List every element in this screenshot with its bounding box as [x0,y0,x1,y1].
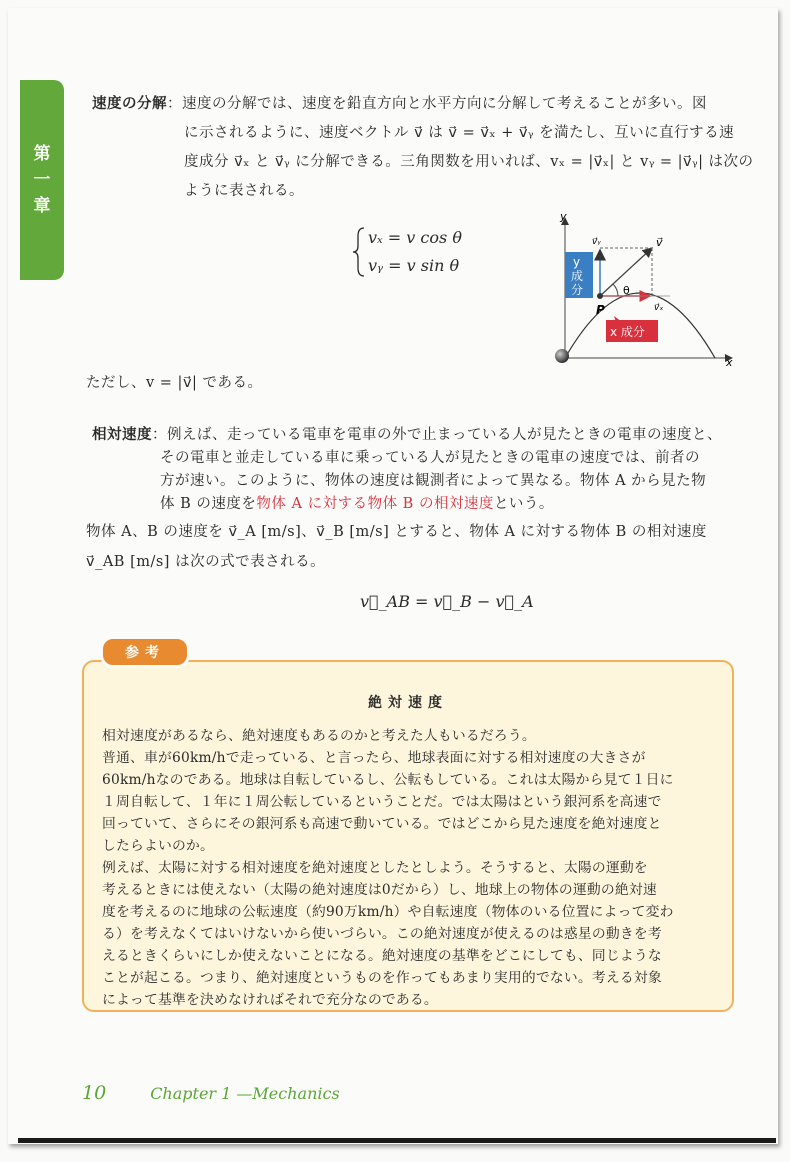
relative-velocity-line-2: その電車と並走している車に乗っている人が見たときの電車の速度では、前者の [160,450,700,466]
reference-box [82,660,734,1012]
y-component-text: 成 [571,269,584,283]
reference-box-line: したらよいのか。 [102,838,214,854]
vy-label: v⃗ᵧ [592,237,601,247]
reference-box-line: 度を考えるのに地球の公転速度（約90万km/h）や自転速度（物体のいる位置によって変わ [102,904,674,920]
formula-vy: vᵧ = v sin θ [368,256,460,275]
chapter-tab [20,80,64,280]
reference-box-line: 考えるときには使えない（太陽の絶対速度は0だから）し、地球上の物体の運動の絶対速 [102,882,657,898]
relative-velocity-definition-highlight: 物体 A に対する物体 B の相対速度 [256,496,494,512]
velocity-decomposition-line-1: 速度の分解：速度の分解では、速度を鉛直方向と水平方向に分解して考えることが多い。図 [92,96,707,112]
point-p-marker [597,293,603,299]
formula-vx: vₓ = v cos θ [368,228,462,247]
reference-box-line: 相対速度があるなら、絶対速度もあるのかと考えた人もいるだろう。 [102,728,536,744]
chapter-title: Chapter 1 —Mechanics [150,1084,340,1103]
point-p-label: P [596,303,605,317]
y-component-text: 分 [571,283,584,297]
reference-box-title: 絶対速度 [368,695,448,711]
bottom-rule [18,1138,776,1143]
chapter-tab-char: 一 [33,170,51,190]
reference-box-line: によって基準を決めなければそれで充分なのである。 [102,992,438,1008]
x-axis-label: x [726,356,733,369]
y-axis-label: y [560,210,567,223]
relative-velocity-line-4: 体 B の速度を物体 A に対する物体 B の相対速度という。 [160,496,554,512]
vx-label: v⃗ₓ [654,303,664,313]
velocity-decomposition-line-2: に示されるように、速度ベクトル v⃗ は v⃗ = v⃗ₓ + v⃗ᵧ を満たし、互いに直行する速 [184,125,735,141]
reference-box-line: 回っていて、さらにその銀河系も高速で動いている。ではどこから見た速度を絶対速度と [102,816,662,832]
vector-v-label: v⃗ [656,236,663,249]
reference-box-line: 普通、車が60km/hで走っている、と言ったら、地球表面に対する相対速度の大きさが [102,750,646,766]
ball [555,349,569,363]
relative-velocity-line-1: 相対速度：例えば、走っている電車を電車の外で止まっている人が見たときの電車の速度と、 [92,427,722,443]
angle-arc [613,284,618,296]
formula-brace [352,226,366,278]
reference-box-line: えるときくらいにしか使えないことになる。絶対速度の基準をどこにしても、同じような [102,948,662,964]
velocity-decomposition-line-4: ように表される。 [184,183,304,199]
reference-tag: 参考 [100,636,190,668]
reference-box-line: 60km/hなのである。地球は自転しているし、公転もしている。これは太陽から見て１日に [102,772,674,788]
relative-velocity-definition-line-2: v⃗_AB [m/s] は次の式で表される。 [86,554,326,570]
relative-velocity-line-3: 方が速い。このように、物体の速度は観測者によって異なる。物体 A から見た物 [160,473,707,489]
reference-box-line: ことが起こる。つまり、絶対速度というものを作ってもあまり実用的でない。考える対象 [102,970,662,986]
velocity-magnitude-note: ただし、v = |v⃗| である。 [86,375,263,391]
chapter-tab-char: 章 [33,196,51,216]
reference-box-line: １周自転して、１年に１周公転しているということだ。では太陽はという銀河系を高速で [102,794,662,810]
relative-velocity-definition-line-1: 物体 A、B の速度を v⃗_A [m/s]、v⃗_B [m/s] とすると、物体 A に対する物体 B の相対速度 [86,524,707,540]
page-footer [82,1082,340,1104]
x-component-text: x 成分 [610,325,645,339]
relative-velocity-term: 相対速度 [92,427,152,443]
velocity-decomposition-term: 速度の分解 [92,96,167,112]
relative-velocity-formula: v⃗_AB = v⃗_B − v⃗_A [360,592,534,611]
projectile-diagram [540,208,740,378]
angle-label: θ [623,284,630,297]
reference-box-line: る）を考えなくてはいけないから使いづらい。この絶対速度が使えるのは惑星の動きを考 [102,926,662,942]
reference-box-line: 例えば、太陽に対する相対速度を絶対速度としたとしよう。そうすると、太陽の運動を [102,860,648,876]
velocity-decomposition-line-3: 度成分 v⃗ₓ と v⃗ᵧ に分解できる。三角関数を用いれば、vₓ = |v⃗ₓ| と vᵧ = |v⃗ᵧ| は次の [184,154,754,170]
page-number: 10 [82,1082,107,1104]
chapter-tab-char: 第 [33,144,51,164]
y-component-text: y [573,255,581,269]
